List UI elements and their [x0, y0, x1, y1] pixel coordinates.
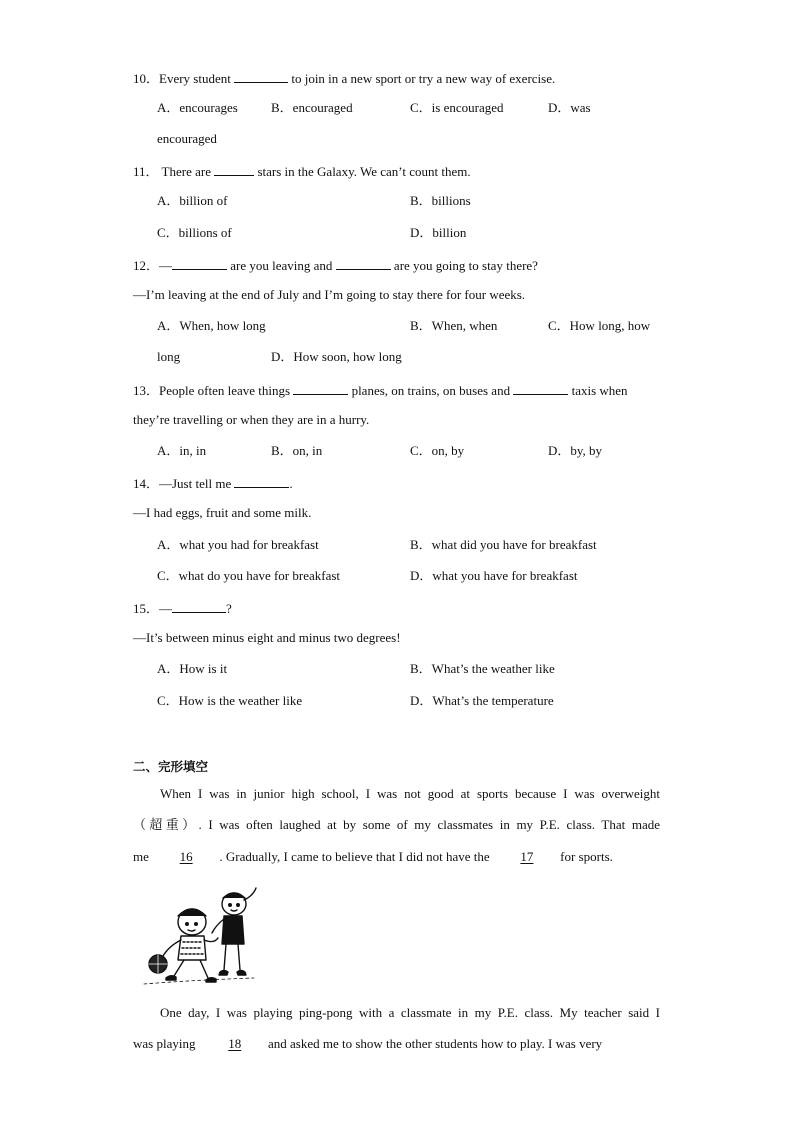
q14-option-b[interactable]: B．what did you have for breakfast — [410, 537, 597, 552]
q10-option-d-continued: encouraged — [157, 131, 217, 146]
cloze-p1-line3-c: for sports. — [560, 849, 613, 864]
q12-option-a[interactable]: A．When, how long — [157, 318, 266, 333]
q15-stem — [133, 600, 232, 615]
q11-stem-after: stars in the Galaxy. We can’t count them. — [257, 164, 471, 179]
q15-option-d[interactable]: D．What’s the temperature — [410, 693, 554, 708]
q14-stem-before: 14．—Just tell me — [133, 476, 232, 491]
q10-option-d[interactable]: D．was — [548, 100, 591, 115]
q13-stem-part3: taxis when — [571, 383, 628, 398]
cloze-p2-line2-b: and asked me to show the other students how to play. I was very — [267, 1036, 603, 1051]
q15-option-a[interactable]: A．How is it — [157, 661, 228, 676]
q14-option-a[interactable]: A．what you had for breakfast — [157, 537, 319, 552]
q14-reply: —I had eggs, fruit and some milk. — [133, 505, 312, 520]
q10-stem — [133, 70, 555, 85]
q15-stem-before: 15．— — [133, 601, 173, 616]
q14-stem — [133, 475, 293, 490]
q12-option-c-continued: long — [157, 349, 181, 364]
q15-reply: —It’s between minus eight and minus two degrees! — [133, 630, 401, 645]
q11-blank[interactable] — [214, 163, 254, 176]
q13-option-b[interactable]: B．on, in — [271, 443, 323, 458]
q15-option-b[interactable]: B．What’s the weather like — [410, 661, 555, 676]
q13-blank-1[interactable] — [293, 382, 348, 395]
q14-blank[interactable] — [234, 475, 289, 488]
q15-blank[interactable] — [172, 600, 226, 613]
q12-stem-part1: 12．— — [133, 258, 173, 273]
q12-stem-part3: are you going to stay there? — [393, 258, 538, 273]
q12-blank-1[interactable] — [172, 257, 227, 270]
q12-option-d[interactable]: D．How soon, how long — [271, 349, 402, 364]
cloze-p1-line1: When I was in junior high school, I was not good at sports because I was overweight — [160, 786, 660, 801]
q11-option-b[interactable]: B．billions — [410, 193, 471, 208]
section-title-cloze: 二、完形填空 — [133, 759, 209, 774]
q10-option-c[interactable]: C．is encouraged — [410, 100, 504, 115]
q13-option-a[interactable]: A．in, in — [157, 443, 207, 458]
q12-stem — [133, 257, 538, 272]
q13-stem-part1: 13．People often leave things — [133, 383, 291, 398]
q11-stem — [133, 163, 471, 178]
q13-stem — [133, 382, 628, 397]
q10-option-b[interactable]: B．encouraged — [271, 100, 353, 115]
q11-option-d[interactable]: D．billion — [410, 225, 467, 240]
q14-option-d[interactable]: D．what you have for breakfast — [410, 568, 578, 583]
q13-blank-2[interactable] — [513, 382, 568, 395]
cloze-p1-line3-b: . Gradually, I came to believe that I did not have the — [219, 849, 490, 864]
q13-option-c[interactable]: C．on, by — [410, 443, 465, 458]
q15-stem-after: ? — [226, 601, 232, 616]
cloze-p1-line3 — [133, 850, 613, 863]
q10-stem-after: to join in a new sport or try a new way of exercise. — [291, 71, 556, 86]
q14-stem-after: . — [289, 476, 293, 491]
basketball-boys-illustration — [136, 884, 262, 990]
cloze-p1-line3-a: me — [133, 849, 149, 864]
q11-option-a[interactable]: A．billion of — [157, 193, 228, 208]
cloze-blank-17[interactable]: 17 — [520, 849, 534, 864]
q12-blank-2[interactable] — [336, 257, 391, 270]
cloze-p2-line1: One day, I was playing ping-pong with a classmate in my P.E. class. My teacher said I — [160, 1005, 660, 1020]
q13-option-d[interactable]: D．by, by — [548, 443, 603, 458]
q14-option-c[interactable]: C．what do you have for breakfast — [157, 568, 341, 583]
q10-blank[interactable] — [234, 70, 288, 83]
q11-option-c[interactable]: C．billions of — [157, 225, 232, 240]
q12-option-c[interactable]: C．How long, how — [548, 318, 651, 333]
q10-stem-before: 10．Every student — [133, 71, 231, 86]
q15-option-c[interactable]: C．How is the weather like — [157, 693, 303, 708]
q13-stem-part2: planes, on trains, on buses and — [351, 383, 511, 398]
cloze-blank-18[interactable]: 18 — [228, 1036, 242, 1051]
cloze-p2-line2 — [133, 1037, 602, 1050]
q12-option-b[interactable]: B．When, when — [410, 318, 498, 333]
cloze-p1-line2: （超重）. I was often laughed at by some of my classmates in my P.E. class. That made — [133, 817, 660, 832]
q10-option-a[interactable]: A．encourages — [157, 100, 238, 115]
cloze-p2-line2-a: was playing — [133, 1036, 196, 1051]
q11-stem-before: 11． There are — [133, 164, 211, 179]
q12-stem-part2: are you leaving and — [230, 258, 333, 273]
q12-reply: —I’m leaving at the end of July and I’m going to stay there for four weeks. — [133, 287, 526, 302]
cloze-blank-16[interactable]: 16 — [179, 849, 193, 864]
q13-stem-line2: they’re travelling or when they are in a hurry. — [133, 412, 370, 427]
